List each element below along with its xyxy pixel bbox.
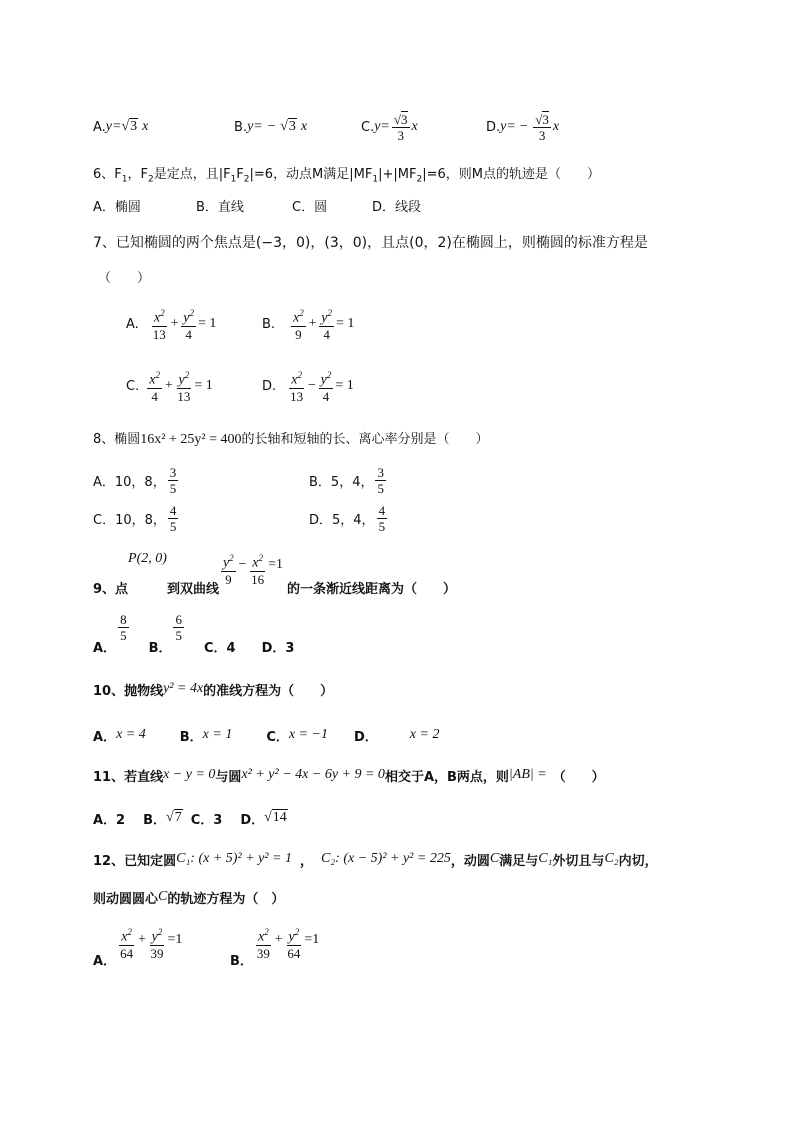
operator: + — [307, 316, 318, 331]
stem-part: 6、F — [93, 167, 122, 182]
fraction-x: $\frac{x^2}{9}$ — [293, 308, 304, 342]
separator: ， — [299, 853, 313, 869]
moving-circle-c: C — [489, 851, 500, 866]
q6-option-c: C．圆 — [292, 200, 328, 215]
option-letter: B． — [179, 729, 203, 745]
stem-part: 10、抛物线 — [93, 683, 164, 699]
radicand: 14 — [272, 810, 287, 825]
q5-option-b — [234, 112, 307, 142]
option-letter: A． — [93, 954, 117, 969]
q8-stem — [93, 428, 488, 448]
equals-one: = 1 — [335, 378, 354, 393]
circle-equation: x² + y² − 4x − 6y + 9 = 0 — [241, 767, 385, 782]
circle-c1-symbol: C₁ — [538, 851, 553, 866]
stem-part: |=6，则M点的轨迹是（ ） — [422, 167, 600, 182]
fraction-denominator: 4 — [323, 326, 330, 342]
option-equation: x = 4 — [116, 727, 146, 742]
fraction-y: $\frac{y^2}{39}$ — [150, 927, 164, 961]
moving-circle-c: C — [158, 889, 168, 904]
q11-options — [93, 804, 288, 832]
fraction — [533, 112, 551, 143]
q8-option-a — [93, 460, 180, 500]
q12-stem-line2 — [93, 884, 284, 910]
option-lhs: y= — [500, 119, 516, 134]
fraction — [173, 612, 184, 643]
equals-one: =1 — [268, 557, 284, 572]
sqrt-symbol: √7 — [166, 810, 182, 825]
stem-part: 内切， — [618, 853, 658, 869]
fraction-x: $\frac{x^2}{13}$ — [290, 370, 304, 404]
q9-options — [93, 612, 294, 656]
fraction-denominator: 3 — [397, 127, 404, 143]
operator: − — [307, 378, 317, 393]
radicand: 7 — [174, 810, 182, 825]
point-p: P(2, 0) — [128, 551, 167, 566]
option-text: A．10，8， — [93, 474, 166, 490]
q7-option-a — [126, 302, 216, 346]
option-text: B．5，4， — [309, 474, 374, 490]
option-equation: x = 2 — [409, 727, 440, 742]
q7-option-d — [262, 364, 354, 408]
stem-part: F — [236, 167, 244, 182]
fraction-numerator: 6 — [175, 612, 182, 627]
plus: + — [273, 932, 284, 947]
fraction-x: $\frac{x^2}{13}$ — [152, 308, 166, 342]
q6-stem: 6、$F_1$，$F_2$是定点，且$|F_1F_2|=6$，动点M满足$|MF_1|+|MF_2|=6$，则M点的轨迹是（ ） — [93, 167, 600, 185]
q10-options — [93, 722, 439, 748]
stem-part: 的轨迹方程为（ ） — [167, 891, 285, 907]
fraction — [168, 503, 179, 534]
fraction-x: $\frac{x^2}{16}$ — [251, 553, 265, 587]
chord-length: |AB| = — [508, 767, 547, 782]
fraction-denominator: 5 — [120, 628, 127, 643]
circle-c2-equation: C₂: (x − 5)² + y² = 225 — [320, 851, 451, 866]
plus: + — [137, 932, 147, 947]
fraction-numerator: √3 — [393, 111, 408, 127]
fraction-denominator: 64 — [120, 945, 134, 961]
ellipse-equation: 16x² + 25y² = 400 — [140, 432, 242, 447]
stem-part: |=6，动点M满足|MF — [249, 167, 373, 182]
option-letter: C．4 — [203, 641, 236, 656]
option-lhs: y= — [247, 119, 263, 134]
q12-option-b — [230, 925, 319, 971]
minus: − — [237, 557, 248, 572]
stem-part: （ ） — [552, 769, 605, 785]
q5-option-d — [486, 104, 559, 150]
q9-stem — [93, 551, 456, 601]
option-letter: C. — [126, 378, 140, 394]
option-text: C．10，8， — [93, 512, 166, 528]
fraction — [392, 112, 410, 143]
q6-option-a: A．椭圆 — [93, 200, 141, 215]
q12-option-a — [93, 925, 182, 971]
stem-part: 11、若直线 — [93, 769, 164, 785]
option-letter: B． — [230, 954, 253, 969]
stem-part: 则动圆圆心 — [93, 891, 159, 907]
stem-part: ，动圆 — [450, 853, 490, 869]
fraction-denominator: 5 — [378, 518, 386, 534]
option-letter: B． — [148, 641, 172, 656]
option-var: x — [142, 119, 149, 134]
fraction — [118, 612, 129, 643]
line-equation: x − y = 0 — [163, 767, 216, 782]
fraction-y: $\frac{y^2}{4}$ — [183, 308, 194, 342]
option-letter: D. — [486, 119, 501, 135]
fraction-y: $\frac{y^2}{4}$ — [321, 308, 332, 342]
fraction-denominator: 13 — [290, 388, 304, 404]
fraction-denominator: 39 — [150, 945, 164, 961]
radicand: 3 — [542, 111, 549, 127]
stem-part: ，F — [127, 167, 148, 182]
fraction — [377, 503, 388, 534]
option-letter: A. — [93, 119, 106, 135]
option-letter: B. — [234, 119, 248, 135]
fraction-denominator: 5 — [377, 480, 384, 496]
option-var: x — [552, 119, 560, 134]
sqrt-symbol: √3 — [280, 119, 296, 134]
q6-option-d: D．线段 — [372, 200, 422, 215]
radicand: 3 — [401, 111, 408, 127]
circle-c2-symbol: C₂ — [604, 851, 619, 866]
stem-part: 相交于A，B两点，则 — [384, 769, 509, 785]
option-letter: B. — [262, 316, 276, 332]
fraction-denominator: 9 — [295, 326, 302, 342]
stem-part: 8、椭圆 — [93, 432, 141, 447]
fraction-numerator: 3 — [169, 464, 177, 480]
operator: + — [169, 316, 180, 331]
q5-option-c — [361, 104, 418, 150]
fraction-denominator: 4 — [151, 388, 158, 404]
stem-part: 的一条渐近线距离为（ ） — [287, 582, 457, 597]
q11-stem — [93, 762, 605, 788]
option-letter: D. — [262, 378, 277, 394]
fraction — [375, 465, 386, 496]
option-var: x — [411, 119, 418, 134]
option-letter: A．2 — [93, 812, 126, 828]
fraction-x: $\frac{x^2}{4}$ — [149, 370, 160, 404]
fraction-y: $\frac{y^2}{64}$ — [287, 927, 301, 961]
fraction-denominator: 5 — [175, 628, 182, 643]
fraction-denominator: 39 — [256, 945, 270, 961]
q7-option-b — [262, 302, 354, 346]
option-var: x — [300, 119, 308, 134]
fraction-numerator: 4 — [378, 502, 386, 518]
option-equation: x = 1 — [202, 727, 233, 742]
fraction-denominator: 5 — [169, 480, 177, 496]
stem-part: 的准线方程为（ ） — [203, 683, 334, 699]
fraction-numerator: √3 — [535, 111, 549, 127]
option-sign: − — [266, 119, 277, 134]
q7-option-c — [126, 364, 213, 408]
option-letter: A. — [126, 316, 139, 332]
q5-option-a — [93, 112, 148, 142]
option-letter: D．3 — [261, 641, 295, 656]
fraction-y: $\frac{y^2}{9}$ — [222, 553, 234, 587]
equals-one: =1 — [167, 932, 183, 947]
option-letter: C．3 — [190, 812, 223, 828]
stem-part: 到双曲线 — [166, 582, 219, 597]
circle-c1-equation: C₁: (x + 5)² + y² = 1 — [176, 851, 292, 866]
q10-stem — [93, 676, 333, 702]
fraction-numerator: 4 — [169, 502, 177, 518]
parabola-equation: y² = 4x — [163, 681, 204, 696]
equals-one: =1 — [304, 932, 320, 947]
fraction-denominator: 13 — [152, 326, 166, 342]
q8-option-d — [309, 498, 389, 538]
fraction-denominator: 64 — [287, 945, 301, 961]
q7-stem: 7、已知椭圆的两个焦点是(−3，0)，(3，0)，且点(0，2)在椭圆上，则椭圆的标准方程是 — [93, 235, 648, 251]
stem-part: 9、点 — [93, 582, 129, 597]
fraction-x: $\frac{x^2}{64}$ — [120, 927, 134, 961]
option-equation: x = −1 — [288, 727, 328, 742]
fraction-x: $\frac{x^2}{39}$ — [256, 927, 270, 961]
sqrt-symbol: √14 — [264, 810, 287, 825]
equals-one: = 1 — [197, 316, 217, 331]
option-letter: A． — [93, 729, 117, 745]
stem-part: 与圆 — [215, 769, 242, 785]
q7-paren: （ ） — [98, 271, 151, 286]
option-lhs: y= — [105, 119, 122, 134]
option-letter: C． — [266, 729, 289, 745]
fraction-y: $\frac{y^2}{13}$ — [177, 370, 191, 404]
fraction-denominator: 4 — [322, 388, 330, 404]
q12-stem-line1 — [93, 844, 658, 874]
stem-part: |+|MF — [378, 167, 417, 182]
equals-one: = 1 — [335, 316, 355, 331]
stem-part: 是定点，且|F — [153, 167, 231, 182]
fraction-denominator: 4 — [185, 326, 192, 342]
radicand: 3 — [288, 119, 296, 134]
fraction-denominator: 3 — [538, 127, 546, 143]
radicand: 3 — [130, 119, 138, 134]
q6-option-b: B．直线 — [196, 200, 244, 215]
option-letter: B． — [143, 812, 167, 828]
stem-part: 外切且与 — [552, 853, 605, 869]
equals-one: = 1 — [194, 378, 213, 393]
stem-part: 12、已知定圆 — [93, 853, 177, 869]
fraction-numerator: 8 — [120, 612, 127, 627]
option-text: D．5，4， — [309, 512, 375, 528]
fraction-y: $\frac{y^2}{4}$ — [320, 370, 332, 404]
stem-part: 满足与 — [499, 853, 539, 869]
stem-part: 的长轴和短轴的长、离心率分别是（ ） — [241, 432, 489, 447]
fraction — [168, 465, 179, 496]
option-sign: − — [518, 119, 529, 134]
q8-option-b — [309, 460, 388, 500]
option-letter: D． — [240, 812, 265, 828]
option-letter: D． — [353, 729, 378, 745]
option-letter: A． — [93, 641, 117, 656]
sqrt-symbol: √3 — [121, 119, 138, 134]
q8-option-c — [93, 498, 180, 538]
operator: + — [163, 378, 174, 393]
fraction-numerator: 3 — [377, 464, 384, 480]
option-letter: C. — [361, 119, 375, 135]
fraction-denominator: 5 — [169, 518, 177, 534]
option-lhs: y= — [374, 119, 390, 134]
fraction-denominator: 13 — [177, 388, 191, 404]
